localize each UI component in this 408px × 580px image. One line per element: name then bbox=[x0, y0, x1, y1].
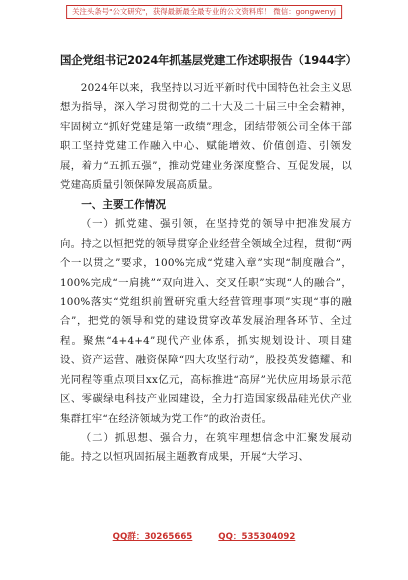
qq-number: QQ：535304092 bbox=[218, 532, 296, 542]
paragraph-2: （二）抓思想、强合力，在筑牢理想信念中汇聚发展动能。持之以恒巩固拓展主题教育成果，开展“大学习、 bbox=[60, 431, 352, 464]
document-page bbox=[60, 52, 357, 468]
qq-group: QQ群：30265665 bbox=[112, 532, 193, 542]
paragraph-1: （一）抓党建、强引领，在坚持党的领导中把准发展方向。持之以恒把党的领导贯穿企业经营全领域全过程，贯彻“两个一以贯之”要求，100%完成“党建入章”实现“制度融合”，100%完成“一肩挑”“双向进入、交叉任职”实现“人的融合”，100%落实“党组织前置研究重大经营管理事项”实现“事的融合”，把党的领导和党的建设贯穿改革发展治理各环节、全过程。聚焦“4+4+4”现代产业体系，抓实规划设计、项目建设、资产运营、融资保障“四大攻坚行动”，股投英发德耀、和光同程等重点项目xx亿元，高标推进“高屏”光伏应用场景示范区、零碳绿电科技产业园建设，全力打造国家级晶硅光伏产业集群扛牢“在经济领域为党工作”的政治责任。 bbox=[60, 218, 352, 425]
section-heading: 一、主要工作情况 bbox=[81, 199, 166, 212]
top-banner: 关注头条号"公文研究"，获得最新最全最专业的公文资料库！ 微信：gongwenyj bbox=[66, 5, 342, 19]
intro-paragraph: 2024年以来，我坚持以习近平新时代中国特色社会主义思想为指导，深入学习贯彻党的二十大及二十届三中全会精神，牢固树立“抓好党建是第一政绩”理念，团结带领公司全体干部职工坚持党建工作融入中心、赋能增效、价值创造、引领发展，着力“五抓五强”，推动党建业务深度整合、互促发展，以党建高质量引领保障发展高质量。 bbox=[60, 82, 352, 192]
footer-contact bbox=[0, 531, 408, 543]
document-title: 国企党组书记2024年抓基层党建工作述职报告（1944字） bbox=[60, 53, 357, 67]
